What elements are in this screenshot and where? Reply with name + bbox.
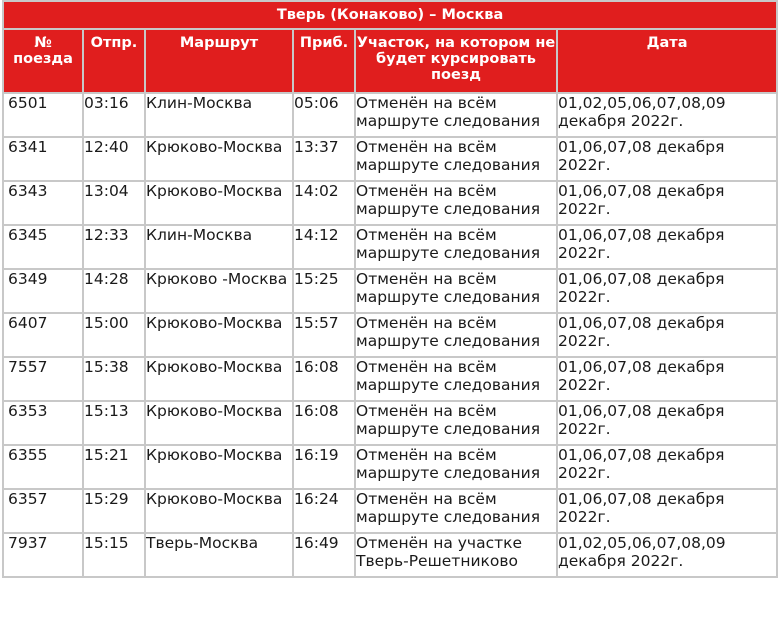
train-number-cell: 7937 [3, 533, 83, 577]
cancelled-section-cell: Отменён на всём маршруте следования [355, 93, 557, 137]
cancelled-section-cell: Отменён на всём маршруте следования [355, 225, 557, 269]
route-cell: Крюково-Москва [145, 489, 293, 533]
train-number-cell: 7557 [3, 357, 83, 401]
arrival-time-cell: 16:19 [293, 445, 355, 489]
train-number-cell: 6343 [3, 181, 83, 225]
train-number-cell: 6353 [3, 401, 83, 445]
train-number-cell: 6501 [3, 93, 83, 137]
cancelled-section-cell: Отменён на всём маршруте следования [355, 181, 557, 225]
cancelled-section-cell: Отменён на всём маршруте следования [355, 401, 557, 445]
departure-time-cell: 12:33 [83, 225, 145, 269]
table-row [3, 313, 777, 357]
route-cell: Крюково-Москва [145, 357, 293, 401]
cancelled-section-cell: Отменён на всём маршруте следования [355, 137, 557, 181]
departure-time-cell: 15:38 [83, 357, 145, 401]
departure-time-cell: 15:00 [83, 313, 145, 357]
table-row [3, 401, 777, 445]
arrival-time-cell: 16:08 [293, 357, 355, 401]
route-cell: Клин-Москва [145, 225, 293, 269]
train-number-cell: 6357 [3, 489, 83, 533]
arrival-time-cell: 14:12 [293, 225, 355, 269]
departure-time-cell: 15:29 [83, 489, 145, 533]
table-row [3, 445, 777, 489]
departure-time-cell: 14:28 [83, 269, 145, 313]
arrival-time-cell: 16:08 [293, 401, 355, 445]
table-row [3, 533, 777, 577]
cancellation-dates-cell: 01,06,07,08 декабря 2022г. [557, 313, 777, 357]
route-cell: Крюково-Москва [145, 137, 293, 181]
table-row [3, 489, 777, 533]
cancelled-section-cell: Отменён на всём маршруте следования [355, 489, 557, 533]
arrival-time-cell: 15:25 [293, 269, 355, 313]
header-route: Маршрут [145, 29, 293, 93]
train-number-cell: 6349 [3, 269, 83, 313]
table-row [3, 93, 777, 137]
cancellation-dates-cell: 01,02,05,06,07,08,09 декабря 2022г. [557, 533, 777, 577]
cancelled-section-cell: Отменён на участке Тверь-Решетниково [355, 533, 557, 577]
departure-time-cell: 15:21 [83, 445, 145, 489]
arrival-time-cell: 13:37 [293, 137, 355, 181]
route-cell: Клин-Москва [145, 93, 293, 137]
departure-time-cell: 13:04 [83, 181, 145, 225]
arrival-time-cell: 16:49 [293, 533, 355, 577]
train-number-cell: 6407 [3, 313, 83, 357]
route-cell: Крюково-Москва [145, 313, 293, 357]
route-cell: Крюково-Москва [145, 181, 293, 225]
departure-time-cell: 12:40 [83, 137, 145, 181]
route-cell: Крюково-Москва [145, 445, 293, 489]
header-arrival: Приб. [293, 29, 355, 93]
schedule-table [2, 0, 778, 578]
table-row [3, 225, 777, 269]
cancellation-dates-cell: 01,06,07,08 декабря 2022г. [557, 445, 777, 489]
table-row [3, 269, 777, 313]
train-number-cell: 6341 [3, 137, 83, 181]
arrival-time-cell: 16:24 [293, 489, 355, 533]
arrival-time-cell: 14:02 [293, 181, 355, 225]
cancellation-dates-cell: 01,06,07,08 декабря 2022г. [557, 181, 777, 225]
cancellation-dates-cell: 01,06,07,08 декабря 2022г. [557, 269, 777, 313]
table-row [3, 357, 777, 401]
train-number-cell: 6345 [3, 225, 83, 269]
departure-time-cell: 15:15 [83, 533, 145, 577]
cancellation-dates-cell: 01,02,05,06,07,08,09 декабря 2022г. [557, 93, 777, 137]
header-train-no: № поезда [3, 29, 83, 93]
header-date: Дата [557, 29, 777, 93]
arrival-time-cell: 05:06 [293, 93, 355, 137]
cancellation-dates-cell: 01,06,07,08 декабря 2022г. [557, 137, 777, 181]
cancelled-section-cell: Отменён на всём маршруте следования [355, 269, 557, 313]
cancellation-dates-cell: 01,06,07,08 декабря 2022г. [557, 225, 777, 269]
table-row [3, 181, 777, 225]
table-title: Тверь (Конаково) – Москва [3, 1, 777, 29]
header-section: Участок, на котором не будет курсировать поезд [355, 29, 557, 93]
departure-time-cell: 15:13 [83, 401, 145, 445]
arrival-time-cell: 15:57 [293, 313, 355, 357]
cancelled-section-cell: Отменён на всём маршруте следования [355, 313, 557, 357]
cancelled-section-cell: Отменён на всём маршруте следования [355, 445, 557, 489]
route-cell: Крюково-Москва [145, 401, 293, 445]
cancelled-section-cell: Отменён на всём маршруте следования [355, 357, 557, 401]
cancellation-dates-cell: 01,06,07,08 декабря 2022г. [557, 401, 777, 445]
departure-time-cell: 03:16 [83, 93, 145, 137]
cancellation-dates-cell: 01,06,07,08 декабря 2022г. [557, 357, 777, 401]
header-row [3, 29, 777, 93]
table-row [3, 137, 777, 181]
route-cell: Крюково -Москва [145, 269, 293, 313]
route-cell: Тверь-Москва [145, 533, 293, 577]
header-departure: Отпр. [83, 29, 145, 93]
train-number-cell: 6355 [3, 445, 83, 489]
cancellation-dates-cell: 01,06,07,08 декабря 2022г. [557, 489, 777, 533]
